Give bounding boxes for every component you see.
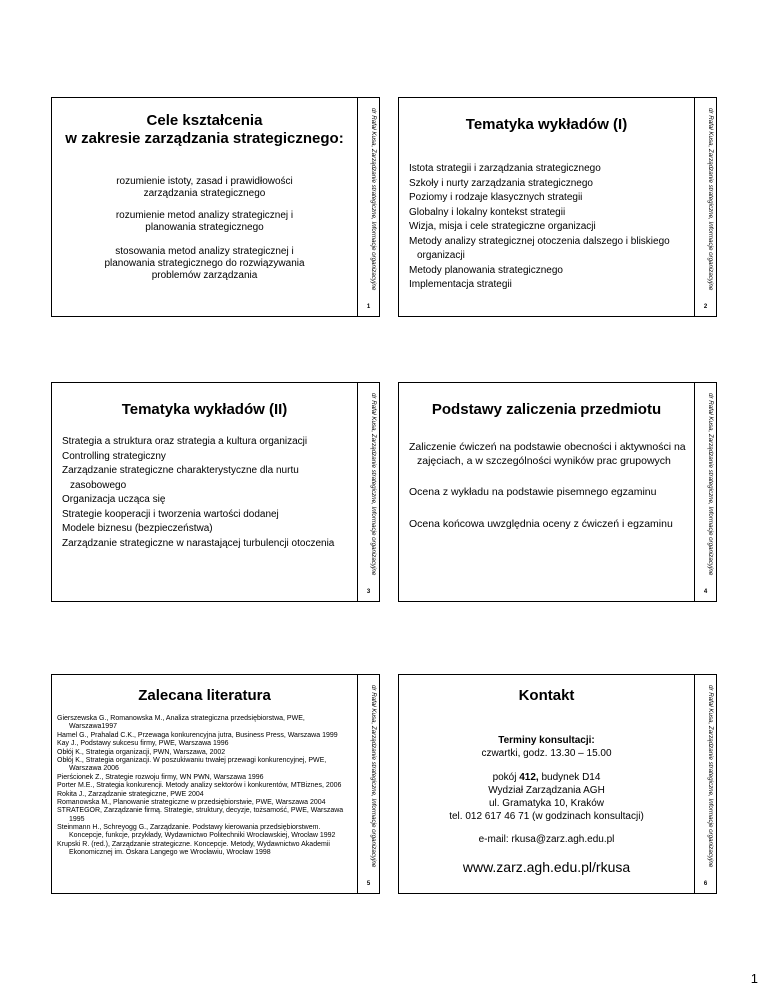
list-item: Strategie kooperacji i tworzenia wartości dodanej	[62, 508, 279, 520]
slide-title: Kontakt	[518, 687, 575, 704]
list-item: Gierszewska G., Romanowska M., Analiza strategiczna przedsiębiorstwa, PWE, Warszawa1997	[57, 715, 305, 731]
office-room: pokój 412, budynek D14	[492, 772, 601, 783]
slide-number: 1	[366, 304, 371, 310]
list-item: Krupski R. (red.), Zarządzanie strategiczne. Koncepcje. Metody, Wydawnictwo Akademii Ekonomicznej im. Oskara Langego we Wrocławiu, Wrocław 1998	[57, 840, 330, 857]
author-label: dr Rafał Kusa, Zarządzanie strategiczne, Informacje organizacyjne	[707, 108, 714, 291]
list-item: Romanowska M., Planowanie strategiczne w przedsiębiorstwie, PWE, Warszawa 2004	[57, 798, 326, 806]
list-item: Istota strategii i zarządzania strategicznego	[409, 163, 601, 174]
topic-list	[409, 162, 688, 293]
list-item: Hamel G., Prahalad C.K., Przewaga konkurencyjna jutra, Business Press, Warszawa 1999	[57, 731, 338, 739]
author-label: dr Rafał Kusa, Zarządzanie strategiczne, Informacje organizacyjne	[370, 108, 377, 291]
goal-item: rozumienie metod analizy strategicznej i planowania strategicznego	[115, 210, 294, 234]
address: ul. Gramatyka 10, Kraków	[488, 798, 605, 809]
author-label: dr Rafał Kusa, Zarządzanie strategiczne, Informacje organizacyjne	[707, 685, 714, 868]
list-item: Zaliczenie ćwiczeń na podstawie obecności i aktywności na zajęciach, a w szczególności wyników prac grupowych	[409, 441, 686, 467]
list-item: Ocena z wykładu na podstawie pisemnego egzaminu	[409, 486, 657, 499]
list-item: Poziomy i rodzaje klasycznych strategii	[409, 192, 583, 203]
list-item: Implementacja strategii	[409, 279, 512, 290]
room-number: 412,	[519, 772, 539, 783]
slide-title	[52, 112, 357, 149]
list-item: Metody planowania strategicznego	[409, 264, 563, 276]
side-strip	[357, 98, 379, 316]
slide-2	[398, 97, 717, 317]
list-item: STRATEGOR, Zarządzanie firmą. Strategie, struktury, decyzje, tożsamość, PWE, Warszawa 1995	[57, 807, 344, 823]
slide-6	[398, 674, 717, 894]
list-item: Obłój K., Strategia organizacji, PWN, Warszawa, 2002	[57, 748, 226, 756]
author-label: dr Rafał Kusa, Zarządzanie strategiczne, Informacje organizacyjne	[370, 393, 377, 576]
criteria-list	[409, 441, 688, 532]
email-link[interactable]: e-mail: rkusa@zarz.agh.edu.pl	[478, 834, 615, 845]
slide-title: Tematyka wykładów (II)	[121, 401, 288, 418]
literature-list	[57, 715, 354, 858]
topic-list	[62, 435, 353, 551]
side-strip	[694, 675, 716, 893]
page-number: 1	[750, 971, 758, 986]
side-strip	[357, 675, 379, 893]
list-item: Steinmann H., Schreyogg G., Zarządzanie. Podstawy kierowania przedsiębiorstwem. Koncepcje, funkcje, przykłady, Wydawnictwo Politechniki Wrocławskiej, Wrocław 1992	[57, 824, 336, 840]
slide-number: 3	[366, 589, 371, 595]
consultation-time: czwartki, godz. 13.30 – 15.00	[481, 748, 612, 759]
list-item: Wizja, misja i cele strategiczne organizacji	[409, 221, 596, 232]
list-item: Globalny i lokalny kontekst strategii	[409, 206, 566, 218]
website-link[interactable]: www.zarz.agh.edu.pl/rkusa	[462, 859, 631, 875]
slide-4	[398, 382, 717, 602]
slide-title: Podstawy zaliczenia przedmiotu	[431, 401, 662, 418]
list-item: Kay J., Podstawy sukcesu firmy, PWE, Warszawa 1996	[57, 740, 229, 748]
author-label: dr Rafał Kusa, Zarządzanie strategiczne, Informacje organizacyjne	[370, 685, 377, 868]
list-item: Modele biznesu (bezpieczeństwa)	[62, 523, 213, 534]
slide-3	[51, 382, 380, 602]
list-item: Controlling strategiczny	[62, 450, 166, 462]
side-strip	[694, 98, 716, 316]
slide-5	[51, 674, 380, 894]
goal-item: rozumienie istoty, zasad i prawidłowości zarządzania strategicznego	[116, 176, 293, 200]
title-line: w zakresie zarządzania strategicznego:	[65, 130, 344, 148]
list-item: Zarządzanie strategiczne charakterystyczne dla nurtu zasobowego	[62, 465, 299, 491]
list-item: Rokita J., Zarządzanie strategiczne, PWE 2004	[57, 790, 204, 798]
slide-number: 2	[703, 304, 708, 310]
side-strip	[694, 383, 716, 601]
list-item: Ocena końcowa uwzględnia oceny z ćwiczeń i egzaminu	[409, 517, 673, 530]
slide-number: 5	[366, 881, 371, 887]
list-item: Organizacja ucząca się	[62, 494, 166, 505]
list-item: Obłój K., Strategia organizacji. W poszukiwaniu trwałej przewagi konkurencyjnej, PWE, Warszawa 2006	[57, 756, 327, 773]
goal-item: stosowania metod analizy strategicznej i planowania strategicznego do rozwiązywania problemów zarządzania	[104, 246, 305, 282]
list-item: Pierścionek Z., Strategie rozwoju firmy, WN PWN, Warszawa 1996	[57, 773, 264, 781]
slide-title: Tematyka wykładów (I)	[465, 116, 628, 133]
list-item: Szkoły i nurty zarządzania strategicznego	[409, 177, 593, 189]
consultation-label: Terminy konsultacji:	[498, 735, 595, 746]
slide-number: 4	[703, 589, 708, 595]
list-item: Porter M.E., Strategia konkurencji. Metody analizy sektorów i konkurentów, MTBiznes, 2006	[57, 782, 342, 790]
slide-title: Zalecana literatura	[138, 687, 271, 704]
list-item: Zarządzanie strategiczne w narastającej turbulencji otoczenia	[62, 537, 335, 549]
title-line: Cele kształcenia	[146, 112, 263, 129]
list-item: Strategia a struktura oraz strategia a kultura organizacji	[62, 436, 308, 447]
list-item: Metody analizy strategicznej otoczenia dalszego i bliskiego organizacji	[409, 235, 670, 261]
slide-1	[51, 97, 380, 317]
author-label: dr Rafał Kusa, Zarządzanie strategiczne, Informacje organizacyjne	[707, 393, 714, 576]
side-strip	[357, 383, 379, 601]
phone: tel. 012 617 46 71 (w godzinach konsultacji)	[449, 811, 644, 822]
slide-number: 6	[703, 881, 708, 887]
faculty-name: Wydział Zarządzania AGH	[488, 785, 605, 796]
